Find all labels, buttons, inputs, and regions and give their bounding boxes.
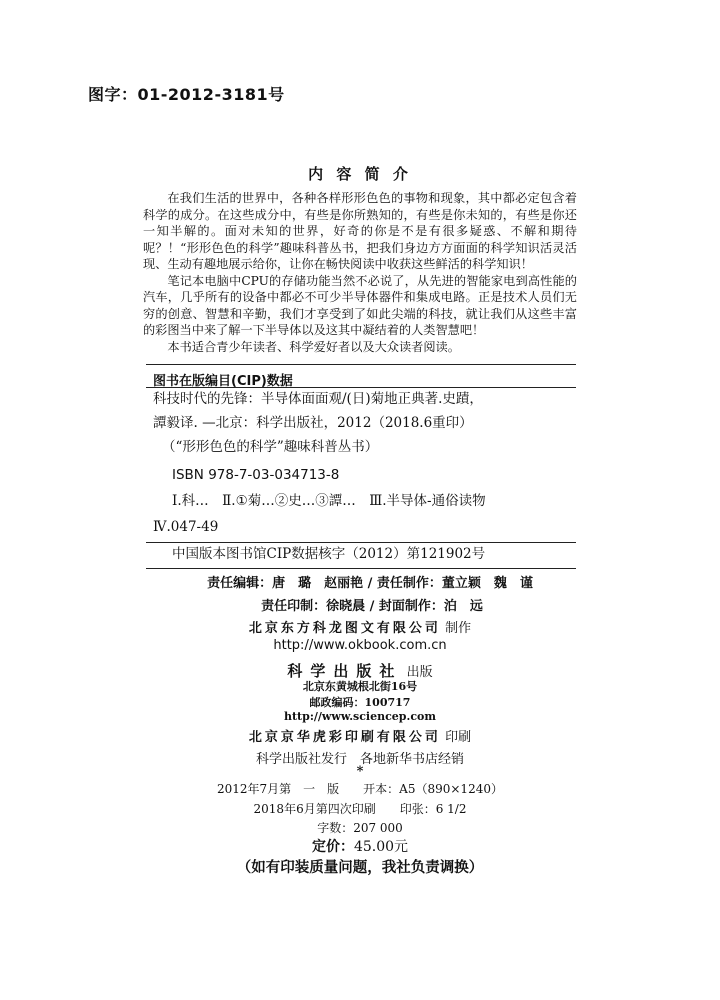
- price-value: 45.00元: [353, 839, 409, 855]
- postcode: 邮政编码：100717: [309, 696, 411, 709]
- cip-series: （“形形色色的科学”趣味科普丛书）: [162, 439, 379, 455]
- registration-number: 图字：01-2012-3181号: [88, 85, 285, 104]
- intro-title: 内 容 简 介: [308, 165, 412, 183]
- editors-credit: 责任编辑：唐 璐 赵丽艳 / 责任制作：董立颖 魏 谨: [207, 576, 533, 591]
- cip-isbn: ISBN 978-7-03-034713-8: [172, 467, 340, 483]
- cip-classification: Ⅰ.科… Ⅱ.①菊…②史…③譚… Ⅲ.半导体-通俗读物: [172, 493, 486, 509]
- intro-paragraph: 本书适合青少年读者、科学爱好者以及大众读者阅读。: [167, 339, 460, 354]
- printing-credit: 责任印制：徐晓晨 / 封面制作：泊 远: [261, 599, 483, 614]
- edition-info: 2012年7月第 一 版 开本：A5（890×1240）: [217, 782, 503, 796]
- price-label: 定价：: [311, 839, 354, 855]
- publisher-address: 北京东黄城根北街16号: [302, 680, 418, 693]
- intro-paragraph: 在我们生活的世界中，各种各样形形色色的事物和现象，其中都必定包含着科学的成分。在这些成分中，有些是你所熟知的，有些是你未知的，有些是你还一知半解的。面对未知的世界，好奇的你是不是有很多疑惑、不解和期待呢？！“形形色色的科学”趣味科普丛书，把我们身边方方面面的科学知识活灵活现、生动有趣地展示给你，让你在畅快阅读中收获这些鲜活的科学知识！: [143, 191, 577, 271]
- cip-classification: Ⅳ.047-49: [153, 519, 219, 535]
- divider: [146, 364, 576, 365]
- producer-line: [0, 617, 720, 636]
- publisher-name: 科学出版社: [287, 662, 403, 680]
- publisher-url: http://www.sciencep.com: [283, 710, 437, 723]
- divider: [146, 568, 576, 569]
- producer-name: 北京东方科龙图文有限公司: [248, 621, 441, 636]
- intro-body: [143, 190, 577, 355]
- printer-suffix: 印刷: [445, 730, 472, 745]
- producer-suffix: 制作: [445, 621, 472, 636]
- printer-name: 北京京华虎彩印刷有限公司: [248, 730, 441, 745]
- divider: [146, 387, 576, 388]
- cip-core-number: 中国版本图书馆CIP数据核字（2012）第121902号: [172, 546, 486, 562]
- divider: [146, 542, 576, 543]
- publisher-suffix: 出版: [406, 665, 433, 680]
- producer-url: http://www.okbook.com.cn: [273, 638, 447, 653]
- cip-line: 譚毅译. —北京：科学出版社，2012（2018.6重印）: [153, 415, 473, 431]
- intro-paragraph: 笔记本电脑中CPU的存储功能当然不必说了，从先进的智能家电到高性能的汽车，几乎所有的设备中都必不可少半导体器件和集成电路。正是技术人员们无穷的创意、智慧和辛勤，我们才享受到了如此尖端的科技，就让我们从这些丰富的彩图当中来了解一下半导体以及这其中凝结着的人类智慧吧！: [143, 273, 577, 337]
- impression-info: 2018年6月第四次印刷 印张：6 1/2: [253, 802, 467, 816]
- separator-star: *: [356, 764, 364, 779]
- cip-line: 科技时代的先锋：半导体面面观/(日)菊地正典著.史蹟，: [153, 391, 483, 407]
- distribution: 科学出版社发行 各地新华书店经销: [255, 752, 464, 767]
- cip-heading: 图书在版编目(CIP)数据: [153, 374, 293, 389]
- printer-line: [0, 726, 720, 745]
- price: [0, 836, 720, 856]
- quality-notice: （如有印装质量问题，我社负责调换）: [236, 859, 484, 876]
- word-count: 字数：207 000: [317, 821, 403, 835]
